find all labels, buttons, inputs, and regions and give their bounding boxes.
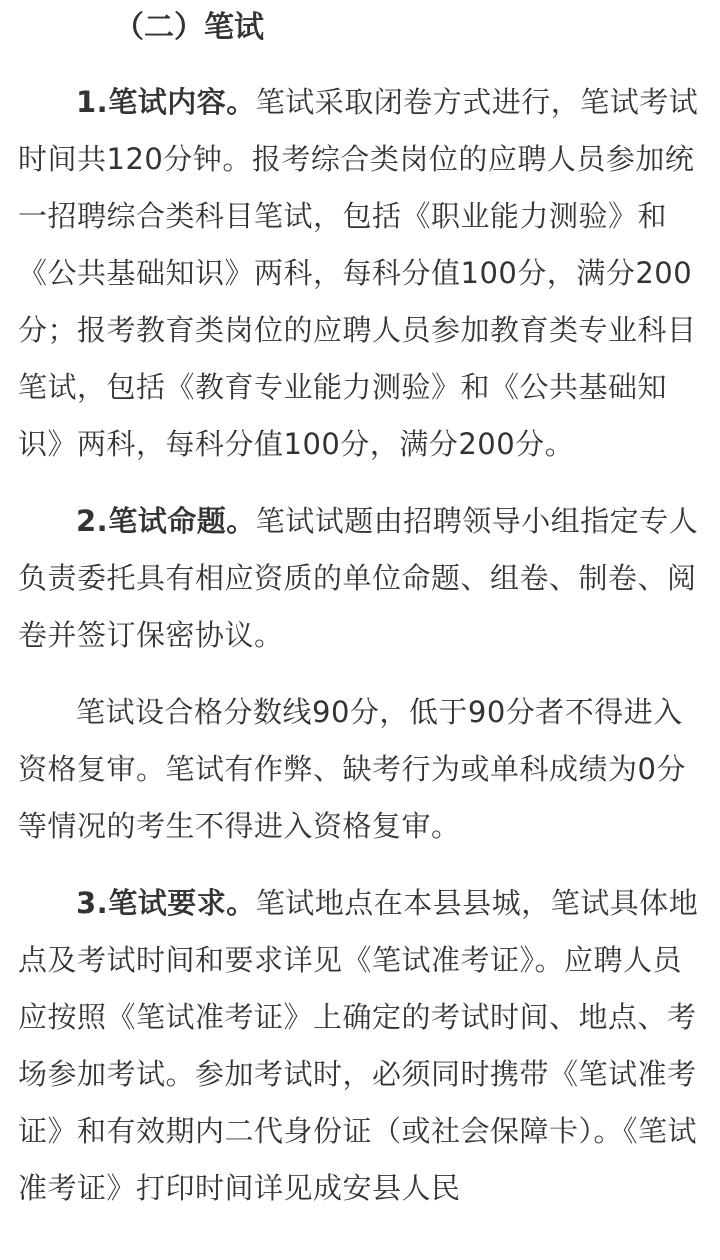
paragraph-lead: 2.笔试命题。 [76,504,256,538]
paragraph-passing-score [18,684,702,855]
section-heading: （二）笔试 [114,10,264,45]
article-body [18,0,702,1237]
paragraph-lead: 3.笔试要求。 [76,886,256,920]
paragraph-written-test-requirements [18,875,702,1217]
paragraph-lead: 1.笔试内容。 [76,85,256,119]
paragraph-text: 笔试设合格分数线90分，低于90分者不得进入资格复审。笔试有作弊、缺考行为或单科成绩为0分等情况的考生不得进入资格复审。 [18,695,686,843]
paragraph-written-test-proposition [18,493,702,664]
paragraph-text: 笔试采取闭卷方式进行，笔试考试时间共120分钟。报考综合类岗位的应聘人员参加统一招聘综合类科目笔试，包括《职业能力测验》和《公共基础知识》两科，每科分值100分，满分200分；报考教育类岗位的应聘人员参加教育类专业科目笔试，包括《教育专业能力测验》和《公共基础知识》两科，每科分值100分，满分200分。 [18,85,699,461]
paragraph-text: 笔试地点在本县县城，笔试具体地点及考试时间和要求详见《笔试准考证》。应聘人员应按照《笔试准考证》上确定的考试时间、地点、考场参加考试。参加考试时，必须同时携带《笔试准考证》和有效期内二代身份证（或社会保障卡）。《笔试准考证》打印时间详见成安县人民 [18,886,699,1205]
paragraph-text: 笔试试题由招聘领导小组指定专人负责委托具有相应资质的单位命题、组卷、制卷、阅卷并签订保密协议。 [18,504,699,652]
paragraph-written-test-content [18,74,702,473]
